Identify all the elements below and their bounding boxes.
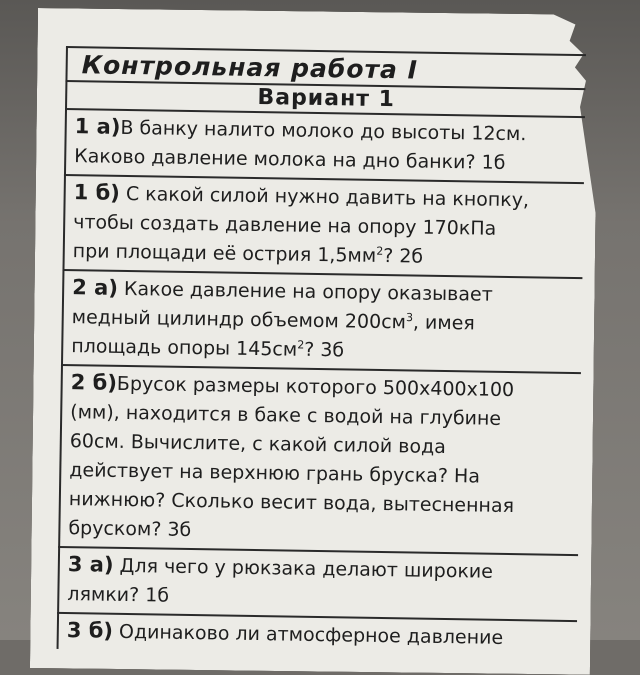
task-text: чтобы создать давление на опору 170кПа: [73, 211, 497, 240]
task-text: при площади её острия 1,5мм: [72, 240, 377, 267]
task-text: В банку налито молоко до высоты 12см.: [120, 116, 527, 146]
task-text: Брусок размеры которого 500х400х100: [116, 372, 515, 402]
task-text: ? 2б: [383, 245, 424, 268]
task-2b: [58, 364, 581, 554]
task-number: 3 а): [67, 552, 114, 577]
task-3a: [57, 546, 578, 620]
task-text: медный цилиндр объемом 200см: [71, 306, 407, 334]
task-text: Какое давление на опору оказывает: [117, 277, 493, 306]
task-text: площадь опоры 145см: [71, 335, 298, 361]
task-text: Одинаково ли атмосферное давление: [112, 620, 504, 649]
task-number: 2 а): [72, 275, 119, 300]
sheet-title: Контрольная работа I: [65, 46, 585, 88]
task-text: действует на верхнюю грань бруска? На: [69, 459, 481, 488]
task-number: 3 б): [66, 618, 114, 643]
test-sheet: [57, 46, 586, 657]
task-text: Для чего у рюкзака делают широкие: [113, 554, 494, 583]
task-number: 1 б): [73, 180, 121, 205]
task-2a: [61, 269, 582, 372]
task-number: 1 а): [74, 114, 121, 139]
task-text: ? 3б: [304, 338, 345, 362]
task-text: Каково давление молока на дно банки? 1б: [74, 145, 506, 174]
superscript: 3: [405, 311, 414, 325]
task-text: , имея: [412, 311, 476, 335]
task-text: лямки? 1б: [67, 583, 170, 607]
superscript: 2: [297, 338, 305, 352]
task-text: бруском? 3б: [68, 517, 192, 542]
task-number: 2 б): [70, 370, 118, 395]
variant-label: Вариант 1: [65, 80, 585, 116]
superscript: 2: [376, 244, 384, 258]
task-text: (мм), находится в баке с водой на глубине: [70, 401, 502, 430]
task-text: С какой силой нужно давить на кнопку,: [119, 182, 530, 212]
task-text: 60см. Вычислите, с какой силой вода: [69, 430, 446, 459]
task-1a: [64, 108, 585, 182]
task-text: нижнюю? Сколько весит вода, вытесненная: [68, 488, 515, 518]
task-1b: [62, 174, 583, 277]
